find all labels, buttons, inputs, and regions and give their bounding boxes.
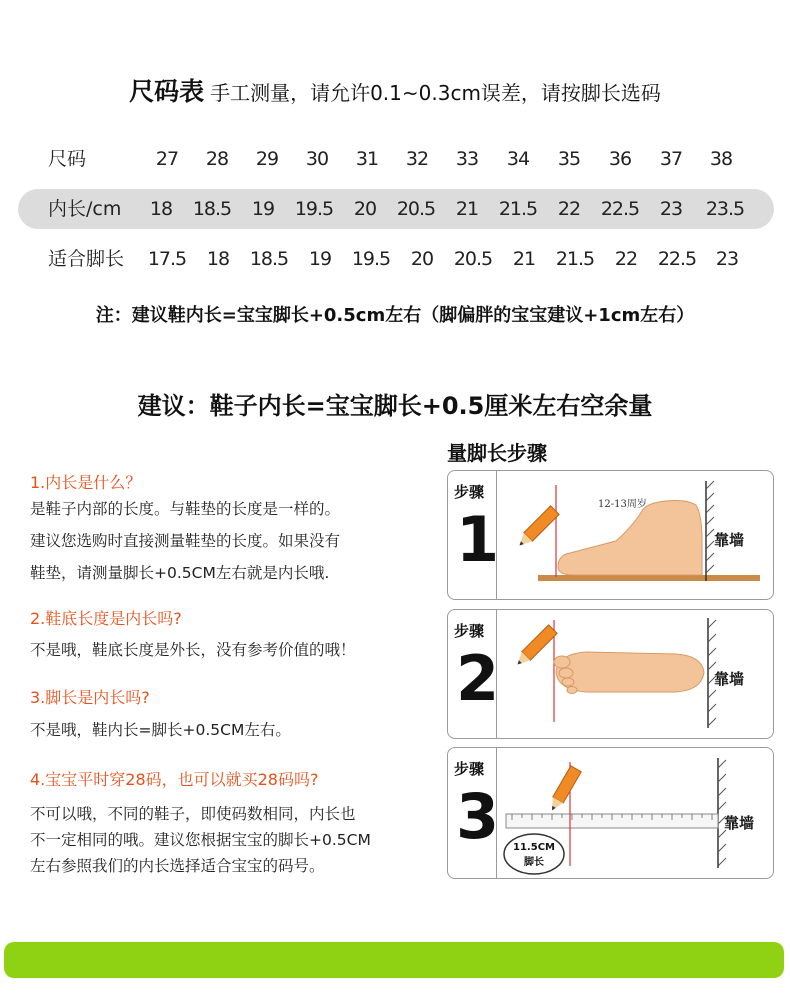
row-label: 尺码 bbox=[48, 148, 87, 170]
floor-board bbox=[538, 575, 760, 581]
step-number: 2 bbox=[456, 642, 500, 715]
table-cell: 21.5 bbox=[555, 248, 595, 270]
size-chart-title: 尺码表 bbox=[129, 77, 205, 106]
faq-question: 3.脚长是内长吗? bbox=[30, 688, 150, 707]
table-cell: 27 bbox=[155, 148, 179, 170]
pencil-icon bbox=[515, 506, 559, 550]
table-cell: 19.5 bbox=[351, 248, 391, 270]
row-label: 内长/cm bbox=[48, 198, 122, 220]
inner-length-row bbox=[18, 189, 774, 229]
wall-label: 靠墙 bbox=[724, 814, 755, 832]
table-cell: 38 bbox=[709, 148, 733, 170]
table-cell: 37 bbox=[659, 148, 683, 170]
table-cell: 36 bbox=[608, 148, 632, 170]
step-label: 步骤 bbox=[454, 760, 485, 778]
faq-question: 4.宝宝平时穿28码，也可以就买28码吗? bbox=[30, 770, 319, 789]
measurement-bubble bbox=[504, 834, 564, 874]
table-cell: 31 bbox=[355, 148, 379, 170]
table-cell: 34 bbox=[506, 148, 530, 170]
table-cell: 19.5 bbox=[294, 198, 334, 220]
faq-answer-line: 是鞋子内部的长度。与鞋垫的长度是一样的。 bbox=[30, 500, 341, 518]
faq-answer-line: 鞋垫，请测量脚长+0.5CM左右就是内长哦. bbox=[30, 564, 330, 582]
pencil-icon bbox=[547, 766, 581, 814]
foot-illustration bbox=[556, 652, 704, 692]
table-cell: 30 bbox=[305, 148, 329, 170]
step-card-1 bbox=[447, 470, 774, 600]
wall-hatch bbox=[706, 481, 714, 573]
row-label: 适合脚长 bbox=[48, 248, 125, 270]
step-number: 3 bbox=[456, 780, 500, 853]
table-cell: 22 bbox=[557, 198, 581, 220]
table-cell: 21 bbox=[512, 248, 536, 270]
table-cell: 18 bbox=[206, 248, 230, 270]
table-cell: 29 bbox=[255, 148, 279, 170]
steps-title: 量脚长步骤 bbox=[447, 441, 547, 465]
table-cell: 20.5 bbox=[396, 198, 436, 220]
faq-question: 2.鞋底长度是内长吗? bbox=[30, 609, 182, 628]
table-cell: 18.5 bbox=[249, 248, 289, 270]
measure-value: 11.5CM bbox=[513, 842, 555, 853]
table-cell: 18 bbox=[149, 198, 173, 220]
table-cell: 22 bbox=[614, 248, 638, 270]
size-row bbox=[18, 139, 774, 179]
table-cell: 23 bbox=[659, 198, 683, 220]
table-cell: 32 bbox=[405, 148, 429, 170]
step-label: 步骤 bbox=[454, 483, 485, 501]
table-cell: 23.5 bbox=[705, 198, 745, 220]
age-note: 12-13周岁 bbox=[598, 499, 647, 510]
pencil-icon bbox=[513, 625, 557, 669]
faq-answer-line: 不一定相同的哦。建议您根据宝宝的脚长+0.5CM bbox=[30, 831, 371, 849]
table-cell: 22.5 bbox=[657, 248, 697, 270]
table-cell: 18.5 bbox=[192, 198, 232, 220]
table-cell: 17.5 bbox=[147, 248, 187, 270]
faq-answer-line: 不可以哦，不同的鞋子，即使码数相同，内长也 bbox=[30, 805, 356, 823]
faq-question: 1.内长是什么？ bbox=[30, 473, 142, 492]
faq-answer-line: 建议您选购时直接测量鞋垫的长度。如果没有 bbox=[30, 532, 341, 550]
step-number: 1 bbox=[456, 503, 500, 576]
foot-illustration bbox=[558, 501, 702, 576]
step-card-2 bbox=[447, 609, 774, 739]
table-cell: 20.5 bbox=[453, 248, 493, 270]
page-title bbox=[0, 72, 790, 108]
table-cell: 19 bbox=[251, 198, 275, 220]
step-label: 步骤 bbox=[454, 622, 485, 640]
table-cell: 20 bbox=[353, 198, 377, 220]
faq-answer-line: 不是哦，鞋底长度是外长，没有参考价值的哦！ bbox=[30, 641, 356, 659]
advice-heading: 建议：鞋子内长=宝宝脚长+0.5厘米左右空余量 bbox=[137, 392, 653, 420]
table-cell: 21.5 bbox=[498, 198, 538, 220]
table-cell: 33 bbox=[455, 148, 479, 170]
table-cell: 22.5 bbox=[600, 198, 640, 220]
faq-answer-line: 左右参照我们的内长选择适合宝宝的码号。 bbox=[30, 857, 325, 875]
foot-length-row bbox=[18, 239, 774, 279]
size-note: 注：建议鞋内长=宝宝脚长+0.5cm左右（脚偏胖的宝宝建议+1cm左右） bbox=[95, 305, 695, 326]
table-cell: 23 bbox=[715, 248, 739, 270]
bottom-divider-bar bbox=[4, 942, 784, 978]
table-cell: 35 bbox=[557, 148, 581, 170]
table-cell: 20 bbox=[410, 248, 434, 270]
measure-label: 脚长 bbox=[524, 857, 544, 868]
table-cell: 21 bbox=[455, 198, 479, 220]
step-card-3 bbox=[447, 747, 774, 879]
faq-answer-line: 不是哦，鞋内长=脚长+0.5CM左右。 bbox=[30, 721, 291, 739]
wall-label: 靠墙 bbox=[714, 531, 745, 549]
table-cell: 28 bbox=[205, 148, 229, 170]
size-chart-subtitle: 手工测量，请允许0.1~0.3cm误差，请按脚长选码 bbox=[210, 81, 661, 105]
table-cell: 19 bbox=[308, 248, 332, 270]
wall-label: 靠墙 bbox=[714, 670, 745, 688]
